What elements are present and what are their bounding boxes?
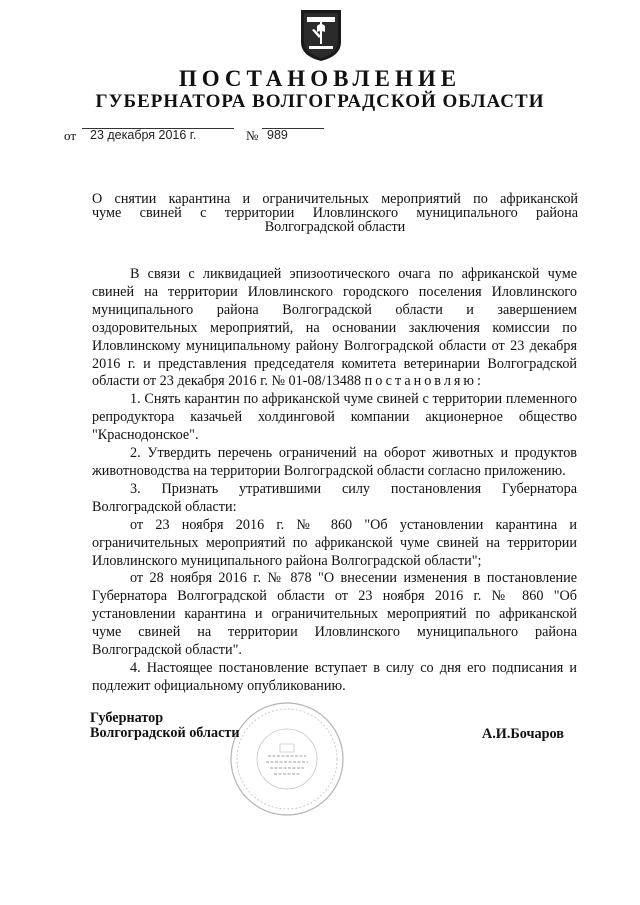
document-number: 989 — [267, 128, 288, 142]
decree-word: постановляю: — [364, 373, 484, 390]
signatory-position — [90, 711, 240, 741]
document-date: 23 декабря 2016 г. — [90, 128, 197, 142]
item-paragraph: 3. Признать утратившими силу постановления Губернатора Волгоградской области: — [92, 480, 577, 515]
coat-of-arms-icon — [299, 8, 343, 62]
document-body — [92, 266, 577, 696]
signatory-position-line: Губернатор — [90, 710, 164, 726]
sub-item-paragraph: от 28 ноября 2016 г. № 878 "О внесении изменения в постановление Губернатора Волгоградской области от 23 ноября 2016 г. № 860 "Об установлении карантина и ограничительных мероприятий по африканской чуме свиней на территории Иловлинского муниципального района Волгоградской области". — [92, 570, 577, 659]
preamble-text: В связи с ликвидацией эпизоотического очага по африканской чуме свиней на территории Иловлинского городского поселения Иловлинского муниципального района Волгоградской области и завершением оздоровительных мероприятий, на основании заключения комиссии по Иловлинскому муниципальному району Волгоградской области от 23 декабря 2016 г. и представления председателя комитета ветеринарии Волгоградской области от 23 декабря 2016 г. № 01-08/13488 — [92, 266, 577, 390]
item-paragraph: 1. Снять карантин по африканской чуме свиней с территории племенного репродуктора казачьей холдинговой компании акционерное общество "Краснодонское". — [92, 391, 577, 444]
preamble-paragraph — [92, 266, 577, 391]
sub-item-paragraph: от 23 ноября 2016 г. № 860 "Об установлении карантина и ограничительных мероприятий по африканской чуме свиней на территории Иловлинского муниципального района Волгоградской области"; — [92, 516, 577, 569]
document-title — [92, 192, 578, 234]
issuer-heading: ГУБЕРНАТОРА ВОЛГОГРАДСКОЙ ОБЛАСТИ — [95, 91, 545, 112]
document-title-line: О снятии карантина и ограничительных мероприятий по африканской — [92, 191, 578, 207]
date-number-line — [64, 128, 364, 148]
signatory-name: А.И.Бочаров — [482, 726, 564, 742]
number-sign: № — [246, 128, 259, 143]
date-prefix: от — [64, 128, 77, 143]
document-title-line: чуме свиней с территории Иловлинского муниципального района — [92, 205, 578, 221]
official-seal-stamp-icon — [228, 700, 346, 818]
item-paragraph: 4. Настоящее постановление вступает в силу со дня его подписания и подлежит официальному опубликованию. — [92, 659, 577, 694]
document-type-heading: ПОСТАНОВЛЕНИЕ — [178, 66, 462, 91]
document-title-line: Волгоградской области — [264, 219, 406, 235]
item-paragraph: 2. Утвердить перечень ограничений на оборот животных и продуктов животноводства на территории Волгоградской области согласно приложению. — [92, 445, 577, 479]
signatory-position-line: Волгоградской области — [90, 725, 240, 741]
